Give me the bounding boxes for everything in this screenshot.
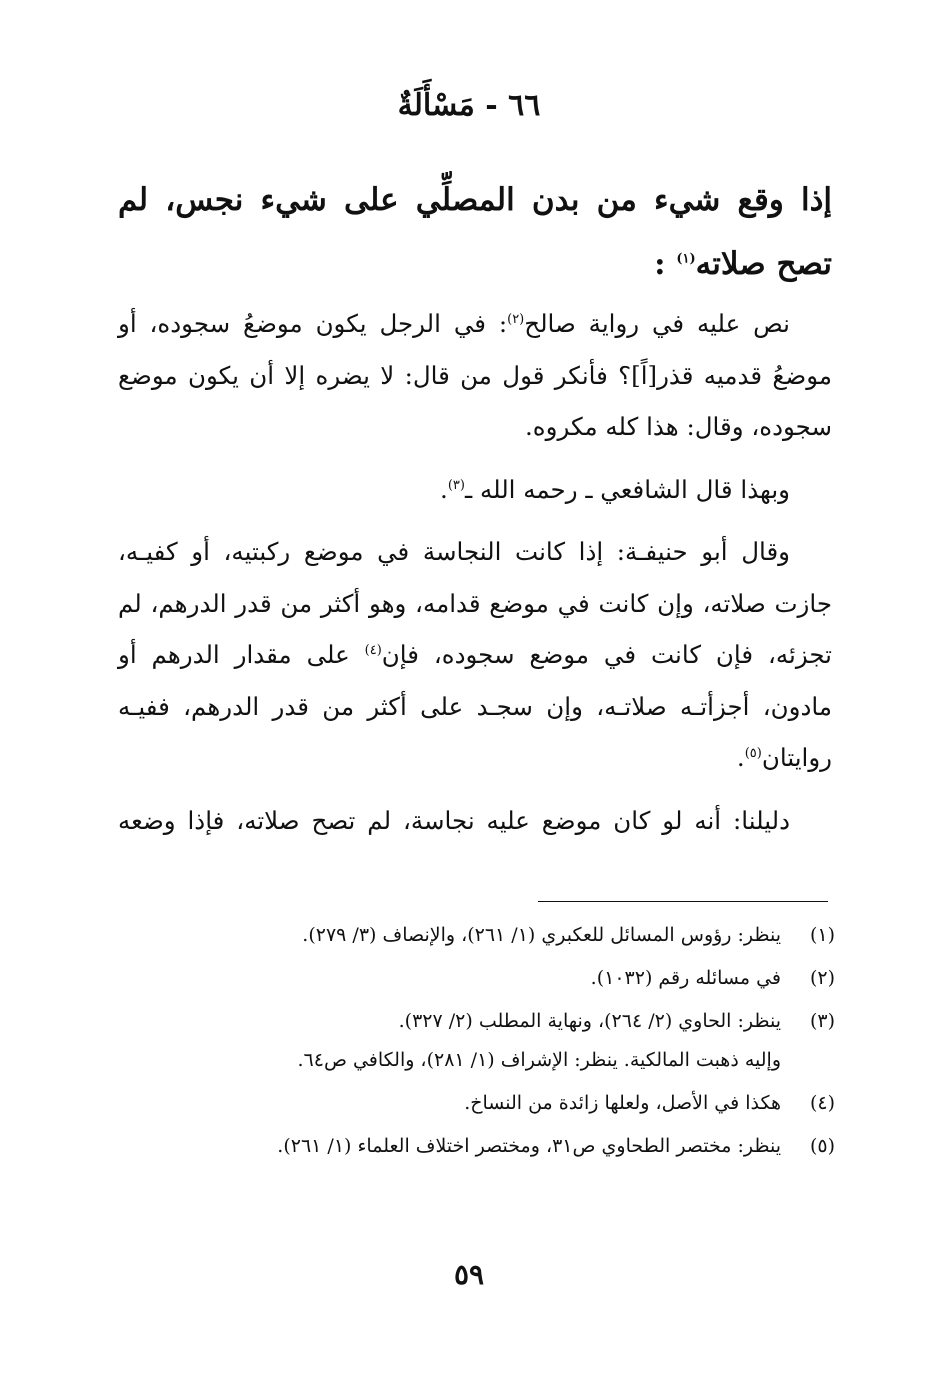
paragraph bbox=[118, 795, 832, 847]
footnote-number: (٣) bbox=[809, 1010, 835, 1032]
paragraph-text: نص عليه في رواية صالح bbox=[524, 309, 790, 338]
footnote-ref: (٢) bbox=[507, 311, 525, 327]
footnote-item bbox=[130, 965, 835, 992]
paragraph-text: وبهذا قال الشافعي ـ رحمه الله ـ bbox=[464, 474, 790, 504]
paragraph-text: : في الرجل يكون موضعُ سجوده، أو موضعُ قدميه قذر[اً]؟ فأنكر قول من قال: لا يضره إلا أن يكون موضع سجوده، وقال: هذا كله مكروه. bbox=[118, 309, 832, 441]
paragraph-text: . bbox=[440, 474, 448, 504]
issue-header: ٦٦ - مَسْأَلَةٌ bbox=[397, 88, 541, 123]
footnote-divider bbox=[538, 901, 828, 902]
footnote-text: ينظر: مختصر الطحاوي ص٣١، ومختصر اختلاف العلماء (١/ ٢٦١). bbox=[277, 1135, 781, 1157]
footnote-continuation bbox=[130, 1047, 835, 1074]
paragraph bbox=[118, 298, 832, 453]
footnotes bbox=[130, 922, 835, 1176]
paragraph bbox=[118, 464, 832, 516]
footnote-number: (١) bbox=[809, 924, 835, 946]
footnote-number: (٤) bbox=[809, 1092, 835, 1114]
heading-text: إذا وقع شيء من بدن المصلِّي على شيء نجس، لم تصح صلاته bbox=[118, 182, 832, 282]
footnote-ref: (٣) bbox=[447, 477, 465, 493]
footnote-item bbox=[130, 1090, 835, 1117]
footnote-ref: (٥) bbox=[744, 745, 762, 761]
issue-heading bbox=[118, 168, 832, 296]
footnote-item bbox=[130, 1133, 835, 1160]
paragraph-text: وقال أبو حنيفـة: إذا كانت النجاسة في موضع ركبتيه، أو كفيـه، جازت صلاته، وإن كانت في موضع قدامه، وهو أكثر من قدر الدرهم، لم تجزئه، فإن كانت في موضع سجوده، فإن bbox=[118, 537, 832, 669]
paragraph-text: دليلنا: أنه لو كان موضع عليه نجاسة، لم تصح صلاته، فإذا وضعه bbox=[118, 805, 790, 835]
footnote-ref: (٤) bbox=[364, 642, 382, 658]
footnote-item bbox=[130, 922, 835, 949]
footnote-text: ينظر: رؤوس المسائل للعكبري (١/ ٢٦١)، والإنصاف (٣/ ٢٧٩). bbox=[302, 924, 781, 946]
footnote-text: ينظر: الحاوي (٢/ ٢٦٤)، ونهاية المطلب (٢/ ٣٢٧). bbox=[398, 1010, 781, 1032]
paragraph-text: . bbox=[736, 743, 745, 772]
body-text bbox=[118, 298, 832, 857]
footnote-item bbox=[130, 1008, 835, 1035]
footnote-number: (٢) bbox=[809, 967, 835, 989]
page-number: ٥٩ bbox=[453, 1258, 485, 1291]
paragraph bbox=[118, 526, 832, 784]
footnote-number: (٥) bbox=[809, 1135, 835, 1157]
footnote-text: وإليه ذهبت المالكية. ينظر: الإشراف (١/ ٢٨١)، والكافي ص٦٤. bbox=[297, 1049, 781, 1071]
footnote-text: هكذا في الأصل، ولعلها زائدة من النساخ. bbox=[464, 1092, 781, 1114]
paragraph-text: على مقدار الدرهم أو مادون، أجزأتـه صلاتـه، وإن سجـد على أكثر من قدر الدرهم، ففيـه روايتان bbox=[118, 640, 832, 772]
footnote-text: في مسائله رقم (١٠٣٢). bbox=[590, 967, 781, 989]
footnote-ref: (١) bbox=[676, 251, 696, 267]
heading-colon: : bbox=[654, 246, 666, 282]
